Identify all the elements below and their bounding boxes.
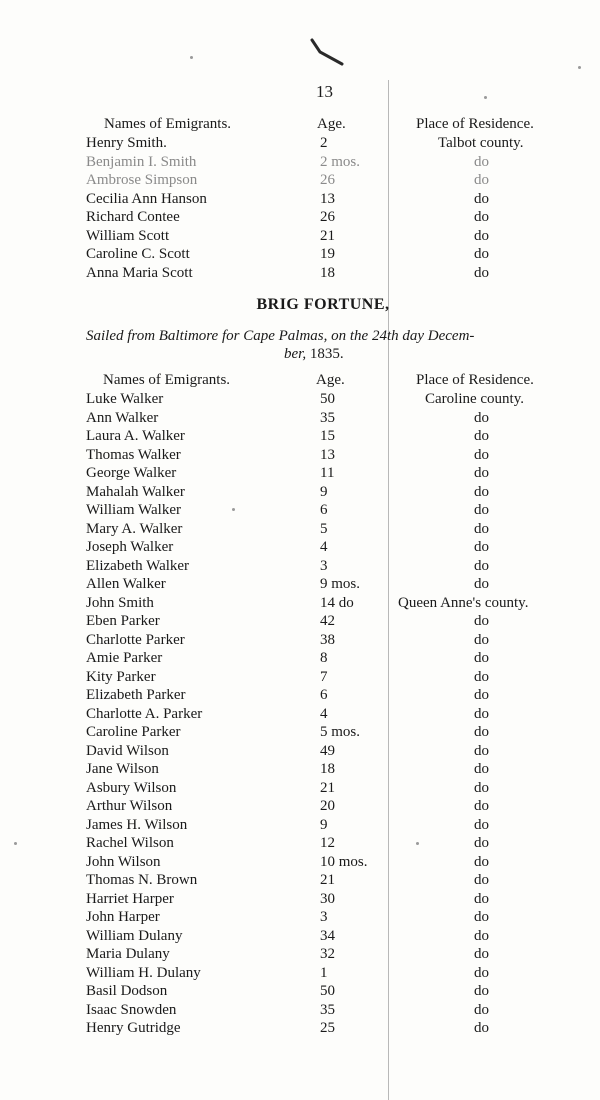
list-item: [0, 964, 600, 982]
emigrant-residence: do: [474, 835, 489, 851]
speck: [578, 66, 581, 69]
emigrant-age: 49: [320, 742, 335, 759]
emigrant-name: Harriet Harper: [86, 890, 174, 907]
emigrant-age: 30: [320, 890, 335, 907]
emigrant-age: 9 mos.: [320, 576, 361, 592]
emigrant-name: Anna Maria Scott: [86, 264, 193, 281]
emigrant-residence: do: [474, 557, 489, 574]
page-number: 13: [316, 82, 333, 101]
list-item: [0, 686, 600, 704]
speck: [484, 96, 487, 99]
ship-title: BRIG FORTUNE,: [256, 296, 390, 313]
emigrant-residence: do: [474, 1020, 489, 1036]
emigrant-name: Thomas Walker: [86, 446, 181, 463]
emigrant-residence: do: [474, 631, 489, 648]
emigrant-name: Eben Parker: [86, 613, 160, 629]
emigrant-name: Basil Dodson: [86, 983, 168, 999]
emigrant-residence: do: [474, 927, 489, 944]
list-item: [0, 464, 600, 482]
emigrant-residence: do: [474, 761, 489, 777]
list-item: [0, 1001, 600, 1019]
emigrant-age: 9: [320, 816, 328, 833]
emigrant-residence: do: [474, 668, 489, 685]
emigrant-residence: do: [474, 446, 489, 463]
emigrant-age: 3: [320, 557, 328, 574]
list-item: [0, 649, 600, 667]
emigrant-age: 34: [320, 927, 335, 944]
emigrant-residence: do: [474, 687, 489, 703]
emigrant-age: 9: [320, 483, 328, 500]
list-item: [0, 612, 600, 630]
emigrant-name: Charlotte A. Parker: [86, 705, 203, 722]
emigrant-name: Asbury Wilson: [86, 779, 177, 796]
emigrant-name: Charlotte Parker: [86, 631, 185, 648]
emigrant-residence: do: [474, 779, 489, 796]
emigrant-name: Laura A. Walker: [86, 428, 185, 444]
header-names-2: Names of Emigrants.: [103, 372, 231, 388]
emigrant-residence: do: [474, 153, 489, 170]
emigrant-residence: do: [474, 872, 489, 888]
list-item: [0, 760, 600, 778]
emigrant-age: 10 mos.: [320, 853, 368, 870]
emigrant-age: 2 mos.: [320, 153, 361, 170]
emigrant-age: 4: [320, 539, 328, 555]
list-item: [0, 264, 600, 282]
list-item: [0, 557, 600, 575]
list-item: [0, 538, 600, 556]
emigrant-age: 18: [320, 264, 335, 281]
emigrant-name: John Wilson: [86, 853, 161, 870]
list-item: [0, 705, 600, 723]
emigrant-residence: do: [474, 227, 489, 244]
emigrant-residence: do: [474, 1001, 489, 1018]
emigrant-residence: do: [474, 209, 489, 225]
emigrant-residence: Caroline county.: [425, 391, 525, 407]
emigrant-age: 18: [320, 761, 335, 777]
emigrant-name: Amie Parker: [86, 650, 163, 666]
emigrant-name: David Wilson: [86, 742, 169, 759]
emigrant-name: Richard Contee: [86, 209, 180, 225]
emigrant-name: James H. Wilson: [86, 816, 188, 833]
emigrant-residence: do: [474, 983, 489, 999]
list-item: [0, 171, 600, 189]
emigrant-age: 2: [320, 135, 328, 151]
emigrant-name: Henry Smith.: [86, 135, 167, 151]
emigrant-name: Arthur Wilson: [86, 798, 173, 814]
list-item: [0, 853, 600, 871]
emigrant-age: 13: [320, 190, 335, 207]
emigrant-age: 8: [320, 650, 328, 666]
emigrant-residence: do: [474, 246, 489, 262]
emigrant-age: 5: [320, 520, 328, 537]
list-item: [0, 908, 600, 926]
emigrant-name: William Walker: [86, 502, 181, 518]
emigrant-name: Caroline C. Scott: [86, 246, 190, 262]
emigrant-name: John Harper: [86, 909, 160, 925]
emigrant-age: 26: [320, 172, 335, 188]
emigrant-age: 50: [320, 391, 335, 407]
emigrant-residence: do: [474, 465, 489, 481]
list-item: [0, 427, 600, 445]
list-item: [0, 190, 600, 208]
list-item: [0, 742, 600, 760]
emigrant-name: Cecilia Ann Hanson: [86, 190, 207, 207]
emigrant-residence: do: [474, 964, 489, 981]
emigrant-age: 35: [320, 1001, 335, 1018]
emigrant-age: 14 do: [320, 594, 354, 611]
list-item: [0, 631, 600, 649]
emigrant-age: 38: [320, 631, 335, 648]
list-item: [0, 982, 600, 1000]
list-item: [0, 227, 600, 245]
emigrant-residence: do: [474, 428, 489, 444]
emigrant-residence: do: [474, 650, 489, 666]
emigrant-name: Luke Walker: [86, 391, 164, 407]
pencil-mark: [306, 38, 346, 68]
emigrant-residence: do: [474, 502, 489, 518]
emigrant-age: 21: [320, 779, 335, 796]
header-names: Names of Emigrants.: [104, 116, 232, 132]
list-item: [0, 208, 600, 226]
emigrant-name: Mary A. Walker: [86, 520, 183, 537]
emigrant-residence: Talbot county.: [438, 135, 524, 151]
emigrant-name: Joseph Walker: [86, 539, 174, 555]
emigrant-residence: do: [474, 409, 489, 426]
list-item: [0, 927, 600, 945]
list-item: [0, 779, 600, 797]
emigrant-age: 11: [320, 465, 335, 481]
emigrant-residence: do: [474, 798, 489, 814]
emigrant-residence: do: [474, 539, 489, 555]
list-item: [0, 723, 600, 741]
speck: [416, 842, 419, 845]
list-item: [0, 409, 600, 427]
emigrant-name: William H. Dulany: [86, 964, 201, 981]
emigrant-name: Elizabeth Parker: [86, 687, 186, 703]
speck: [14, 842, 17, 845]
emigrant-residence: do: [474, 724, 489, 740]
emigrant-residence: do: [474, 483, 489, 500]
list-item: [0, 834, 600, 852]
sailing-line-2: ber, 1835.: [284, 346, 344, 362]
emigrant-age: 6: [320, 502, 328, 518]
emigrant-age: 20: [320, 798, 335, 814]
emigrant-name: Benjamin I. Smith: [86, 153, 197, 170]
list-item: [0, 797, 600, 815]
emigrant-age: 12: [320, 835, 335, 851]
emigrant-age: 15: [320, 428, 335, 444]
emigrant-name: Jane Wilson: [86, 761, 159, 777]
emigrant-age: 3: [320, 909, 328, 925]
list-item: [0, 446, 600, 464]
emigrant-age: 26: [320, 209, 335, 225]
emigrant-age: 21: [320, 872, 335, 888]
emigrant-name: Thomas N. Brown: [86, 872, 198, 888]
emigrant-name: William Dulany: [86, 927, 183, 944]
emigrant-residence: Queen Anne's county.: [398, 594, 529, 611]
emigrant-age: 35: [320, 409, 335, 426]
list-item: [0, 245, 600, 263]
emigrant-name: Kity Parker: [86, 668, 156, 685]
list-item: [0, 871, 600, 889]
emigrant-age: 19: [320, 246, 335, 262]
list-item: [0, 575, 600, 593]
list-item: [0, 390, 600, 408]
emigrant-age: 25: [320, 1020, 335, 1036]
emigrant-residence: do: [474, 264, 489, 281]
emigrant-name: Caroline Parker: [86, 724, 181, 740]
emigrant-age: 21: [320, 227, 335, 244]
emigrant-age: 32: [320, 946, 335, 962]
list-item: [0, 134, 600, 152]
emigrant-name: Henry Gutridge: [86, 1020, 181, 1036]
emigrant-residence: do: [474, 172, 489, 188]
list-item: [0, 1019, 600, 1037]
header-age-2: Age.: [316, 372, 345, 388]
list-item: [0, 483, 600, 501]
header-age: Age.: [317, 116, 346, 132]
emigrant-age: 5 mos.: [320, 724, 361, 740]
header-residence: Place of Residence.: [416, 116, 534, 132]
list-item: [0, 816, 600, 834]
emigrant-name: Isaac Snowden: [86, 1001, 177, 1018]
emigrant-residence: do: [474, 742, 489, 759]
emigrant-residence: do: [474, 909, 489, 925]
emigrant-name: John Smith: [86, 594, 154, 611]
list-item: [0, 153, 600, 171]
emigrant-name: Elizabeth Walker: [86, 557, 190, 574]
emigrant-age: 1: [320, 964, 328, 981]
list-item: [0, 594, 600, 612]
emigrant-name: Mahalah Walker: [86, 483, 185, 500]
emigrant-residence: do: [474, 613, 489, 629]
speck: [190, 56, 193, 59]
emigrant-age: 4: [320, 705, 328, 722]
speck: [232, 508, 235, 511]
list-item: [0, 501, 600, 519]
emigrant-residence: do: [474, 946, 489, 962]
list-item: [0, 668, 600, 686]
emigrant-name: Allen Walker: [86, 576, 166, 592]
emigrant-residence: do: [474, 520, 489, 537]
emigrant-name: Ambrose Simpson: [86, 172, 198, 188]
emigrant-residence: do: [474, 705, 489, 722]
list-item: [0, 520, 600, 538]
sailing-line-1: Sailed from Baltimore for Cape Palmas, on the 24th day Decem-: [86, 328, 475, 344]
emigrant-name: Ann Walker: [86, 409, 159, 426]
emigrant-residence: do: [474, 190, 489, 207]
emigrant-name: Rachel Wilson: [86, 835, 174, 851]
emigrant-name: George Walker: [86, 465, 177, 481]
emigrant-age: 6: [320, 687, 328, 703]
list-item: [0, 890, 600, 908]
emigrant-residence: do: [474, 853, 489, 870]
emigrant-residence: do: [474, 890, 489, 907]
list-item: [0, 945, 600, 963]
header-residence-2: Place of Residence.: [416, 372, 534, 388]
emigrant-name: William Scott: [86, 227, 170, 244]
emigrant-age: 7: [320, 668, 328, 685]
emigrant-residence: do: [474, 816, 489, 833]
emigrant-age: 50: [320, 983, 335, 999]
emigrant-residence: do: [474, 576, 489, 592]
emigrant-age: 13: [320, 446, 335, 463]
emigrant-name: Maria Dulany: [86, 946, 170, 962]
emigrant-age: 42: [320, 613, 335, 629]
